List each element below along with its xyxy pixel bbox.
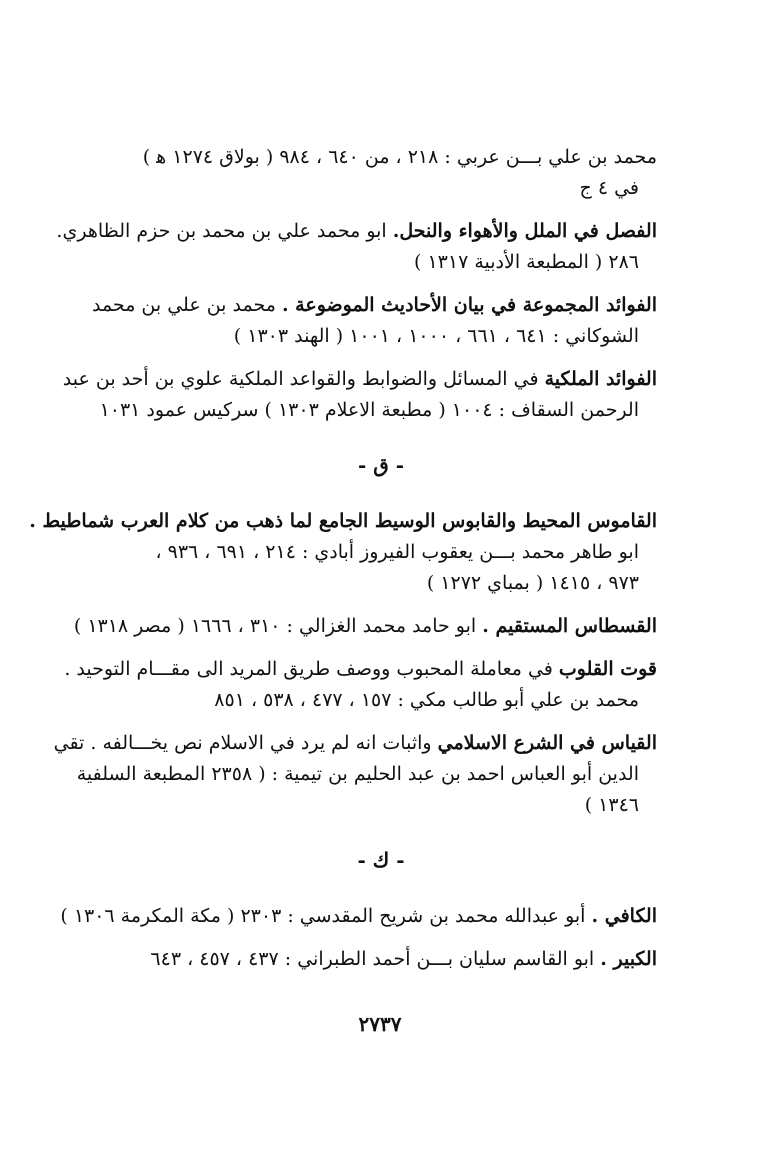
- entry-line: [91, 290, 657, 321]
- entry-line: [53, 728, 657, 759]
- entry-title: قوت القلوب: [558, 658, 657, 680]
- entry-line: الرحمن السقاف : ١٠٠٤ ( مطبعة الاعلام ١٣٠٣ ) سركيس عمود ١٠٣١: [99, 399, 639, 421]
- entry-line: ٩٧٣ ، ١٤١٥ ( بمباي ١٢٧٢ ): [426, 572, 639, 594]
- index-entry: [105, 944, 657, 975]
- entry-author: ابو حامد محمد الغزالي : ٣١٠ ، ١٦٦٦ ( مصر ١٣١٨ ): [73, 615, 483, 637]
- entry-title: الفوائد المجموعة في بيان الأحاديث الموضوعة .: [281, 294, 657, 316]
- entry-title: الكبير .: [600, 948, 657, 970]
- entry-author: ابو محمد علي بن محمد بن حزم الظاهري.: [56, 220, 393, 242]
- index-entry: [105, 142, 657, 204]
- entry-line: الدين أبو العباس احمد بن عبد الحليم بن تيمية : ( ٢٣٥٨ المطبعة السلفية: [76, 763, 639, 785]
- index-entry: [53, 728, 657, 821]
- entry-author: أبو عبدالله محمد بن شريح المقدسي : ٢٣٠٣ ( مكة المكرمة ١٣٠٦ ): [60, 905, 592, 927]
- entry-author: ابو القاسم سليان بـــن أحمد الطبراني : ٤٣٧ ، ٤٥٧ ، ٦٤٣: [150, 948, 601, 970]
- entry-line: محمد بن علي أبو طالب مكي : ١٥٧ ، ٤٧٧ ، ٥٣٨ ، ٨٥١: [214, 689, 639, 711]
- index-entry: [91, 290, 657, 352]
- entry-title: القياس في الشرع الاسلامي: [437, 732, 657, 754]
- entry-title: الفصل في الملل والأهواء والنحل.: [392, 220, 657, 242]
- entry-line: الشوكاني : ٦٤١ ، ٦٦١ ، ١٠٠٠ ، ١٠٠١ ( الهند ١٣٠٣ ): [233, 325, 639, 347]
- index-entry: [60, 901, 657, 932]
- entry-line: [64, 654, 657, 685]
- index-entry: [29, 506, 657, 599]
- entry-title: القسطاس المستقيم .: [482, 615, 657, 637]
- entry-line: [105, 944, 657, 975]
- entry-line: ١٣٤٦ ): [584, 794, 639, 816]
- entry-line: [60, 901, 657, 932]
- entry-title: الفوائد الملكية: [544, 368, 657, 390]
- entry-line: [56, 216, 657, 247]
- index-entry: [64, 654, 657, 716]
- entry-author: محمد بن علي بن محمد: [91, 294, 282, 316]
- entry-line: في ٤ ج: [579, 177, 639, 199]
- index-entry: [73, 611, 657, 642]
- entry-line: محمد بن علي بـــن عربي : ٢١٨ ، من ٦٤٠ ، ٩٨٤ ( بولاق ١٢٧٤ ﻫ ): [142, 146, 657, 168]
- entry-line: [62, 364, 657, 395]
- entry-title: الكافي .: [591, 905, 657, 927]
- section-heading-qaf: - ق -: [357, 453, 405, 477]
- index-entry: [56, 216, 657, 278]
- page-number: ٢٧٣٧: [358, 1012, 402, 1036]
- index-page: [29, 142, 657, 987]
- entry-subtitle: في معاملة المحبوب ووصف طريق المريد الى مقـــام التوحيد .: [64, 658, 559, 680]
- entry-author: في المسائل والضوابط والقواعد الملكية علوي بن أحد بن عبد: [62, 368, 545, 390]
- entry-title: القاموس المحيط والقابوس الوسيط الجامع لما ذهب من كلام العرب شماطيط .: [29, 510, 657, 532]
- section-heading-kaf: - ك -: [357, 848, 405, 872]
- entry-line: ٢٨٦ ( المطبعة الأدبية ١٣١٧ ): [414, 251, 639, 273]
- index-entry: [62, 364, 657, 426]
- entry-subtitle: واثبات انه لم يرد في الاسلام نص يخـــالفه . تقي: [53, 732, 438, 754]
- entry-line: [73, 611, 657, 642]
- entry-line: ابو طاهر محمد بـــن يعقوب الفيروز أبادي : ٢١٤ ، ٦٩١ ، ٩٣٦ ،: [155, 541, 639, 563]
